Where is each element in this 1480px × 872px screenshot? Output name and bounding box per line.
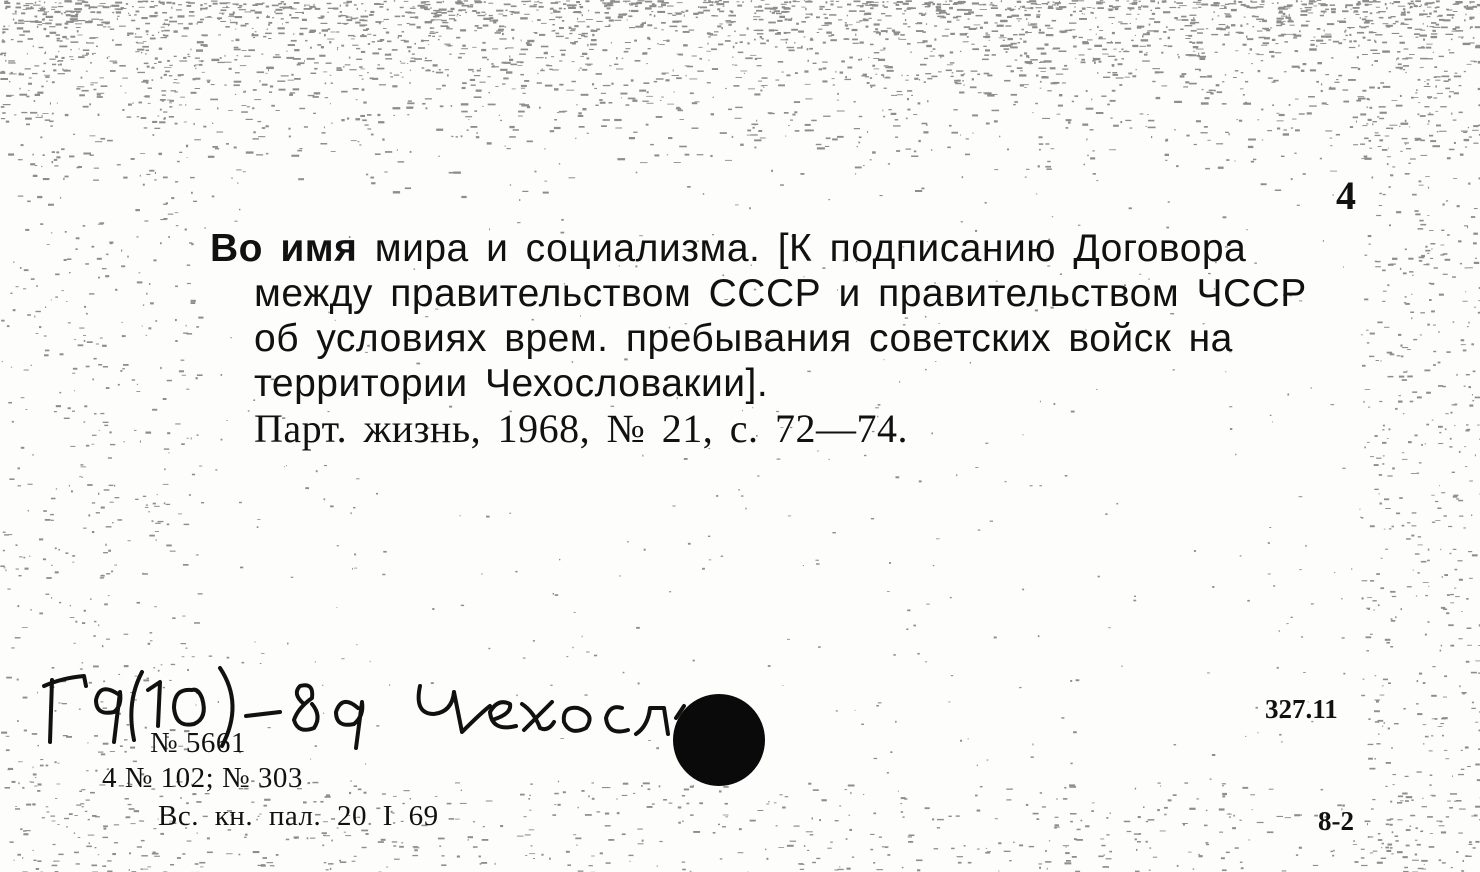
order-code: 8-2 <box>1318 806 1354 836</box>
card-number: 4 <box>1336 173 1356 218</box>
entry-title-rest: мира и социализма. [К подписанию Договора <box>374 227 1247 270</box>
bibliographic-entry <box>210 226 1370 451</box>
entry-lead-words: Во имя <box>210 227 358 270</box>
entry-line: об условиях врем. пребывания советских войск на <box>254 317 1233 360</box>
handwritten-classification-note <box>22 642 722 762</box>
entry-line: между правительством СССР и правительством ЧССР <box>254 272 1307 315</box>
accession-copies: 4 № 102; № 303 <box>102 762 303 794</box>
udc-classification: 327.11 <box>1265 694 1338 724</box>
registry-stamp: Вс. кн. пал. 20 I 69 <box>158 800 439 832</box>
entry-source: Парт. жизнь, 1968, № 21, с. 72—74. <box>254 406 908 451</box>
entry-line: территории Чехословакии]. <box>254 362 769 405</box>
card-punch-hole <box>673 694 765 786</box>
accession-number: № 5661 <box>150 727 246 759</box>
entry-title-line <box>210 226 1370 271</box>
